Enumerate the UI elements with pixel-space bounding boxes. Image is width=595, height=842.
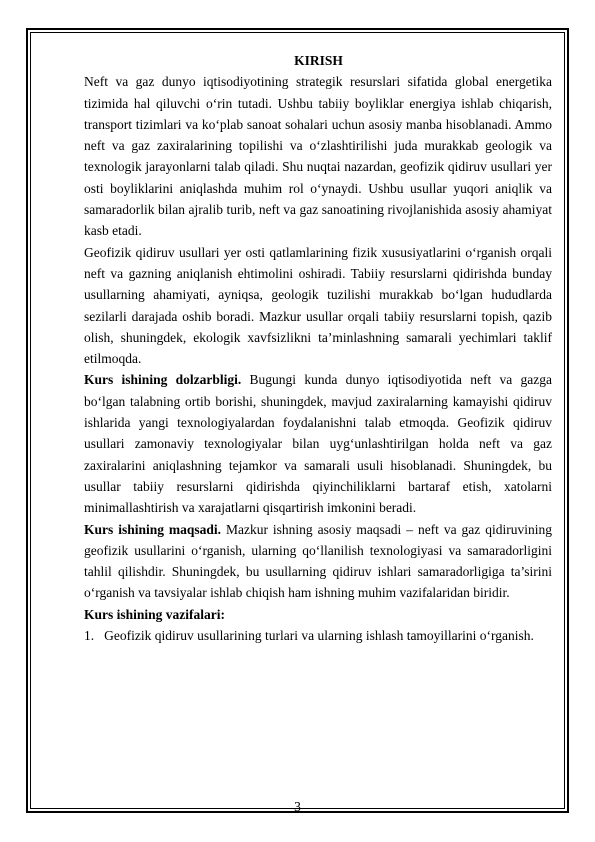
document-body xyxy=(85,50,552,646)
paragraph-text: Mazkur ishning asosiy maqsadi – neft va gaz qidiruvining geofizik usullarini o‘rganish, ularning qo‘llanilish texnologiyasi va samaradorligini tahlil qilishdir. Shuningdek, bu usullarning qidiruv ishlari samaradorligiga ta’sirini o‘rganish va tavsiyalar ishlab chiqish ham ishning muhim vazifalaridan biridir. xyxy=(84,521,552,601)
paragraph-lead: Kurs ishining dolzarbligi. xyxy=(84,372,242,388)
paragraph-lead: Kurs ishining maqsadi. xyxy=(84,521,222,537)
paragraph-text: Geofizik qidiruv usullari yer osti qatlamlarining fizik xususiyatlarini o‘rganish orqali neft va gazning aniqlanish ehtimolini oshiradi. Tabiiy resurslarni qidirishda bunday usullarning ahamiyati, ayniqsa, geologik tuzilishi murakkab bo‘lgan hududlarda sezilarli darajada oshib boradi. Mazkur usullar orqali tabiiy resurslarni topish, qazib olish, shuningdek, ekologik xavfsizlikni ta’minlashning samarali yechimlari taklif etilmoqda. xyxy=(84,244,552,367)
paragraph-intro-2 xyxy=(84,242,552,370)
paragraph-text: Bugungi kunda dunyo iqtisodiyotida neft va gazga bo‘lgan talabning ortib borishi, shuningdek, mavjud zaxiralarning kamayishi qidiruv ishlarida yangi texnologiyalardan foydalanishni talab etmoqda. Geofizik qidiruv usullari zamonaviy texnologiyalar bilan uyg‘unlashtirilgan holda neft va gaz zaxiralarini aniqlashning tejamkor va samarali usuli hisoblanadi. Shuningdek, bu usullar tabiiy resurslarni qidirishda qiyinchiliklarni bartaraf etish, xatolarni minimallashtirish va xarajatlarni qisqartirish imkonini beradi. xyxy=(84,372,552,516)
page-number: 3 xyxy=(294,799,301,814)
list-item-number: 1. xyxy=(84,628,95,644)
section-title: KIRISH xyxy=(294,53,343,68)
paragraph-goal xyxy=(84,519,552,604)
list-item xyxy=(84,625,552,646)
paragraph-intro-1 xyxy=(84,71,552,241)
tasks-heading-text: Kurs ishining vazifalari: xyxy=(84,606,226,622)
tasks-heading xyxy=(84,604,552,625)
list-item-text: Geofizik qidiruv usullarining turlari va ularning ishlash tamoyillarini o‘rganish. xyxy=(104,628,534,644)
paragraph-text: Neft va gaz dunyo iqtisodiyotining strategik resurslari sifatida global energetika tizimida hal qiluvchi o‘rin tutadi. Ushbu tabiiy boyliklar energiya ishlab chiqarish, transport tizimlari va ko‘plab sanoat sohalari uchun asosiy manba hisoblanadi. Ammo neft va gaz zaxiralarining topilishi va o‘zlashtirilishi juda murakkab geologik va texnologik jarayonlarni talab qiladi. Shu nuqtai nazardan, geofizik qidiruv usullari yer osti boyliklarini aniqlashda muhim rol o‘ynaydi. Ushbu usullar yuqori aniqlik va samaradorlik bilan ajralib turib, neft va gaz sanoatining rivojlanishida asosiy ahamiyat kasb etadi. xyxy=(84,74,552,239)
paragraph-relevance xyxy=(84,369,552,518)
